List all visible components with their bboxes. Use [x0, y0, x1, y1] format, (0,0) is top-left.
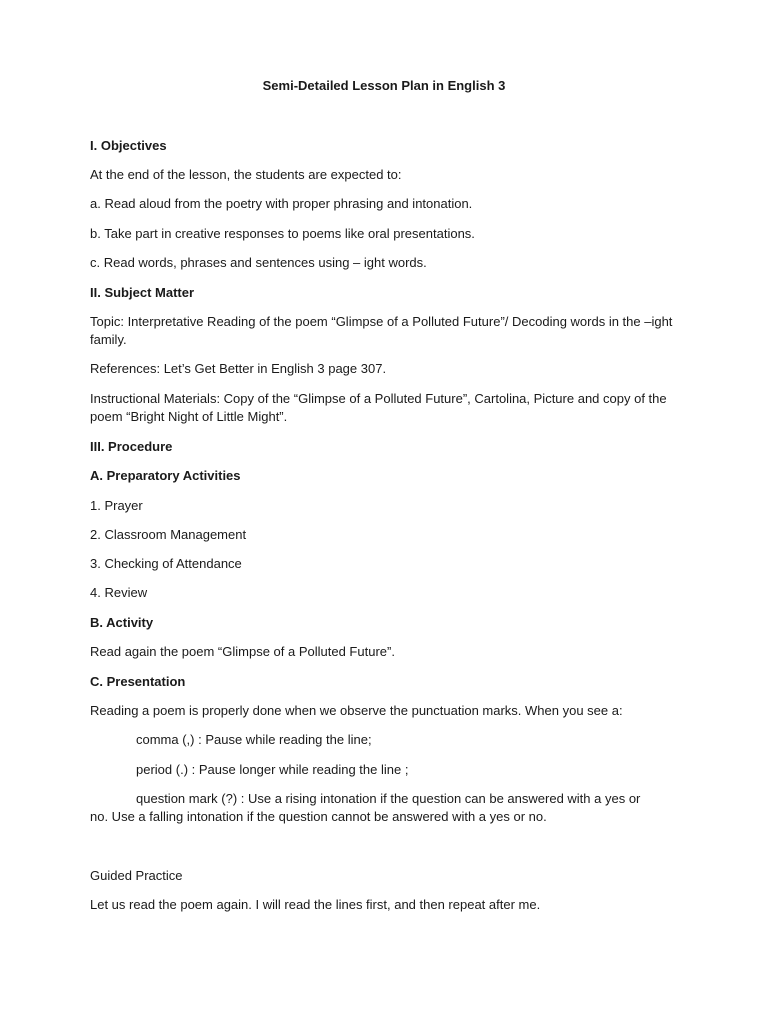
activity-text: Read again the poem “Glimpse of a Polluted Future”.	[90, 644, 395, 659]
subject-matter-heading: II. Subject Matter	[90, 285, 195, 300]
preparatory-item-review: 4. Review	[90, 585, 148, 600]
objective-item-a: a. Read aloud from the poetry with proper phrasing and intonation.	[90, 196, 473, 211]
subject-matter-materials: Instructional Materials: Copy of the “Glimpse of a Polluted Future”, Cartolina, Picture and copy of the poem “Bright Night of Little Might”.	[90, 391, 667, 424]
objective-item-b: b. Take part in creative responses to poems like oral presentations.	[90, 226, 475, 241]
objectives-heading: I. Objectives	[90, 138, 167, 153]
guided-practice-text: Let us read the poem again. I will read the lines first, and then repeat after me.	[90, 897, 541, 912]
preparatory-item-prayer: 1. Prayer	[90, 498, 143, 513]
preparatory-activities-heading: A. Preparatory Activities	[90, 468, 241, 483]
subject-matter-topic: Topic: Interpretative Reading of the poem “Glimpse of a Polluted Future”/ Decoding words in the –ight family.	[90, 314, 673, 347]
presentation-question-rule-line2: no. Use a falling intonation if the question cannot be answered with a yes or no.	[90, 809, 547, 824]
guided-practice-heading: Guided Practice	[90, 868, 183, 883]
document-title: Semi-Detailed Lesson Plan in English 3	[262, 78, 506, 93]
presentation-comma-rule: comma (,) : Pause while reading the line;	[136, 732, 372, 747]
presentation-period-rule: period (.) : Pause longer while reading the line ;	[136, 762, 409, 777]
preparatory-item-attendance: 3. Checking of Attendance	[90, 556, 242, 571]
presentation-heading: C. Presentation	[90, 674, 186, 689]
preparatory-item-classroom-management: 2. Classroom Management	[90, 527, 247, 542]
presentation-question-rule-line1: question mark (?) : Use a rising intonation if the question can be answered with a yes or	[136, 791, 641, 806]
presentation-intro: Reading a poem is properly done when we observe the punctuation marks. When you see a:	[90, 703, 623, 718]
subject-matter-references: References: Let’s Get Better in English 3 page 307.	[90, 361, 387, 376]
objective-item-c: c. Read words, phrases and sentences using – ight words.	[90, 255, 427, 270]
procedure-heading: III. Procedure	[90, 439, 173, 454]
activity-heading: B. Activity	[90, 615, 154, 630]
objectives-intro: At the end of the lesson, the students are expected to:	[90, 167, 402, 182]
